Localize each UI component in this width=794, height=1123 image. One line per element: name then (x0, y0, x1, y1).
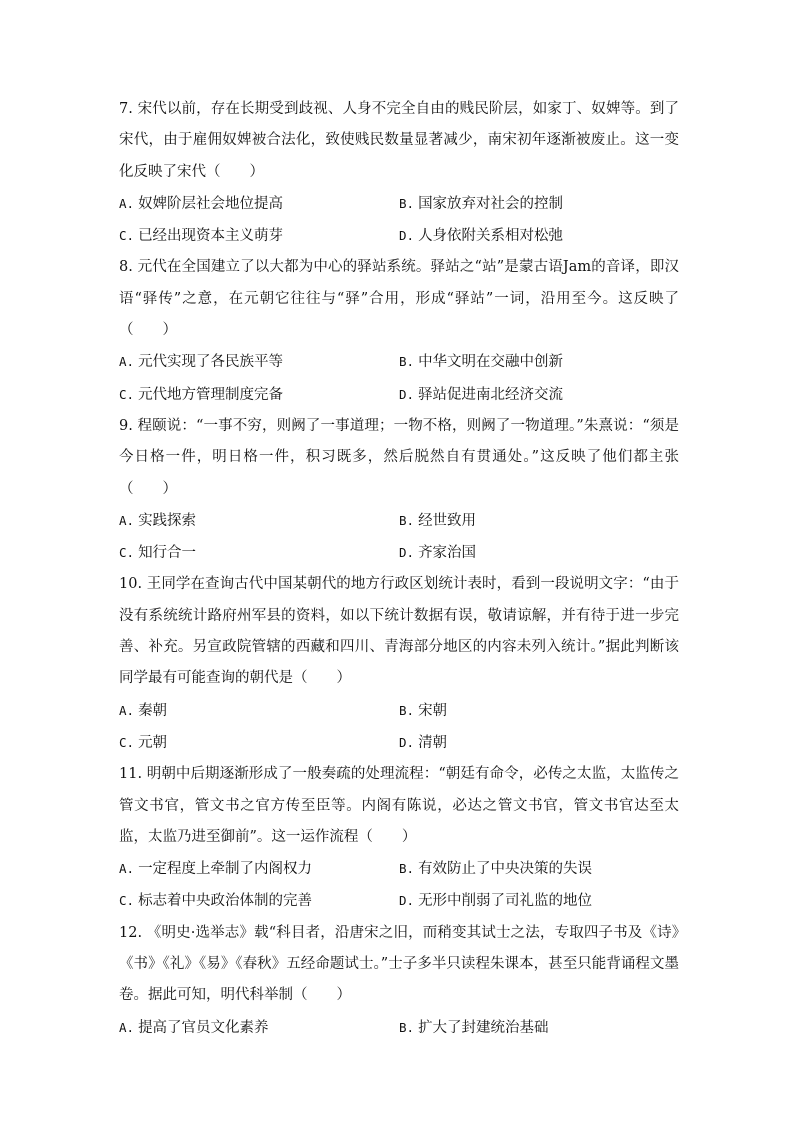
option-letter: D. (399, 734, 415, 750)
option-text: 知行合一 (138, 545, 197, 562)
option-text: 经世致用 (418, 512, 477, 529)
option-a (119, 695, 399, 727)
option-list (119, 1012, 679, 1044)
question-stem: 10. 王同学在查询古代中国某朝代的地方行政区划统计表时，看到一段说明文字：“由于没有系统统计路府州军县的资料，如以下统计数据有误，敬请谅解，并有待于进一步完善、补充。另宣政院管辖的西藏和四川、青海部分地区的内容未列入统计。”据此判断该同学最有可能查询的朝代是（ ） (119, 576, 679, 687)
option-letter: C. (119, 545, 135, 561)
question-8 (119, 252, 679, 410)
option-b (399, 346, 679, 378)
option-letter: D. (399, 228, 415, 244)
option-c (119, 220, 399, 252)
option-letter: C. (119, 893, 135, 909)
option-b (399, 505, 679, 537)
option-b (399, 853, 679, 885)
option-list (119, 188, 679, 253)
option-a (119, 346, 399, 378)
option-text: 有效防止了中央决策的失误 (418, 861, 593, 878)
option-c (119, 537, 399, 569)
option-letter: A. (119, 354, 135, 370)
option-letter: B. (399, 512, 415, 528)
option-text: 国家放弃对社会的控制 (418, 195, 564, 212)
option-text: 齐家治国 (418, 545, 477, 562)
option-letter: B. (399, 702, 415, 718)
option-text: 奴婢阶层社会地位提高 (138, 195, 284, 212)
option-text: 元代实现了各民族平等 (138, 354, 284, 371)
option-text: 标志着中央政治体制的完善 (138, 893, 313, 910)
option-a (119, 188, 399, 220)
option-c (119, 727, 399, 759)
question-9 (119, 411, 679, 569)
option-text: 元代地方管理制度完备 (138, 386, 284, 403)
option-letter: A. (119, 1019, 135, 1035)
option-d (399, 220, 679, 252)
option-text: 人身依附关系相对松弛 (418, 228, 564, 245)
option-list (119, 695, 679, 760)
option-letter: B. (399, 195, 415, 211)
question-11 (119, 759, 679, 917)
option-letter: C. (119, 386, 135, 402)
question-stem: 7. 宋代以前，存在长期受到歧视、人身不完全自由的贱民阶层，如家丁、奴婢等。到了宋代，由于雇佣奴婢被合法化，致使贱民数量显著减少，南宋初年逐渐被废止。这一变化反映了宋代（ ） (119, 101, 679, 180)
option-letter: B. (399, 354, 415, 370)
question-list (119, 94, 679, 1044)
option-b (399, 188, 679, 220)
option-letter: C. (119, 734, 135, 750)
option-letter: D. (399, 386, 415, 402)
option-letter: B. (399, 1019, 415, 1035)
option-c (119, 885, 399, 917)
option-c (119, 379, 399, 411)
option-a (119, 853, 399, 885)
option-text: 元朝 (138, 734, 168, 751)
option-list (119, 346, 679, 411)
option-letter: D. (399, 545, 415, 561)
option-text: 已经出现资本主义萌芽 (138, 228, 284, 245)
option-list (119, 505, 679, 570)
option-text: 扩大了封建统治基础 (418, 1019, 549, 1036)
option-text: 一定程度上牵制了内阁权力 (138, 861, 313, 878)
option-a (119, 505, 399, 537)
option-d (399, 727, 679, 759)
question-stem: 9. 程颐说：“一事不穷，则阙了一事道理；一物不格，则阙了一物道理。”朱熹说：“须是今日格一件，明日格一件，积习既多，然后脱然自有贯通处。”这反映了他们都主张（ ） (119, 417, 679, 497)
option-text: 实践探索 (138, 512, 197, 529)
question-10 (119, 569, 679, 759)
option-letter: A. (119, 861, 135, 877)
option-text: 宋朝 (418, 702, 448, 719)
option-b (399, 695, 679, 727)
question-stem: 11. 明朝中后期逐渐形成了一般奏疏的处理流程：“朝廷有命令，必传之太监，太监传之管文书官，管文书之官方传至臣等。内阁有陈说，必达之管文书官，管文书官达至太监，太监乃进至御前”。这一运作流程（ ） (119, 766, 679, 845)
option-text: 无形中削弱了司礼监的地位 (418, 893, 593, 910)
question-12 (119, 918, 679, 1044)
option-d (399, 885, 679, 917)
option-letter: A. (119, 195, 135, 211)
option-letter: B. (399, 861, 415, 877)
option-text: 驿站促进南北经济交流 (418, 386, 564, 403)
option-text: 清朝 (418, 734, 448, 751)
option-letter: A. (119, 512, 135, 528)
option-letter: C. (119, 228, 135, 244)
question-stem: 12. 《明史·选举志》载“科目者，沿唐宋之旧，而稍变其试士之法，专取四子书及《诗》《书》《礼》《易》《春秋》五经命题试士。”士子多半只读程朱课本，甚至只能背诵程文墨卷。据此可知，明代科举制（ ） (119, 924, 679, 1004)
option-a (119, 1012, 399, 1044)
option-text: 中华文明在交融中创新 (418, 354, 564, 371)
option-text: 秦朝 (138, 702, 168, 719)
option-letter: D. (399, 893, 415, 909)
question-7 (119, 94, 679, 252)
option-list (119, 853, 679, 918)
option-letter: A. (119, 702, 135, 718)
option-d (399, 537, 679, 569)
option-d (399, 379, 679, 411)
question-stem: 8. 元代在全国建立了以大都为中心的驿站系统。驿站之“站”是蒙古语Jam的音译，即汉语“驿传”之意，在元朝它往往与“驿”合用，形成“驿站”一词，沿用至今。这反映了（ ） (119, 259, 679, 339)
option-b (399, 1012, 679, 1044)
option-text: 提高了官员文化素养 (138, 1019, 269, 1036)
